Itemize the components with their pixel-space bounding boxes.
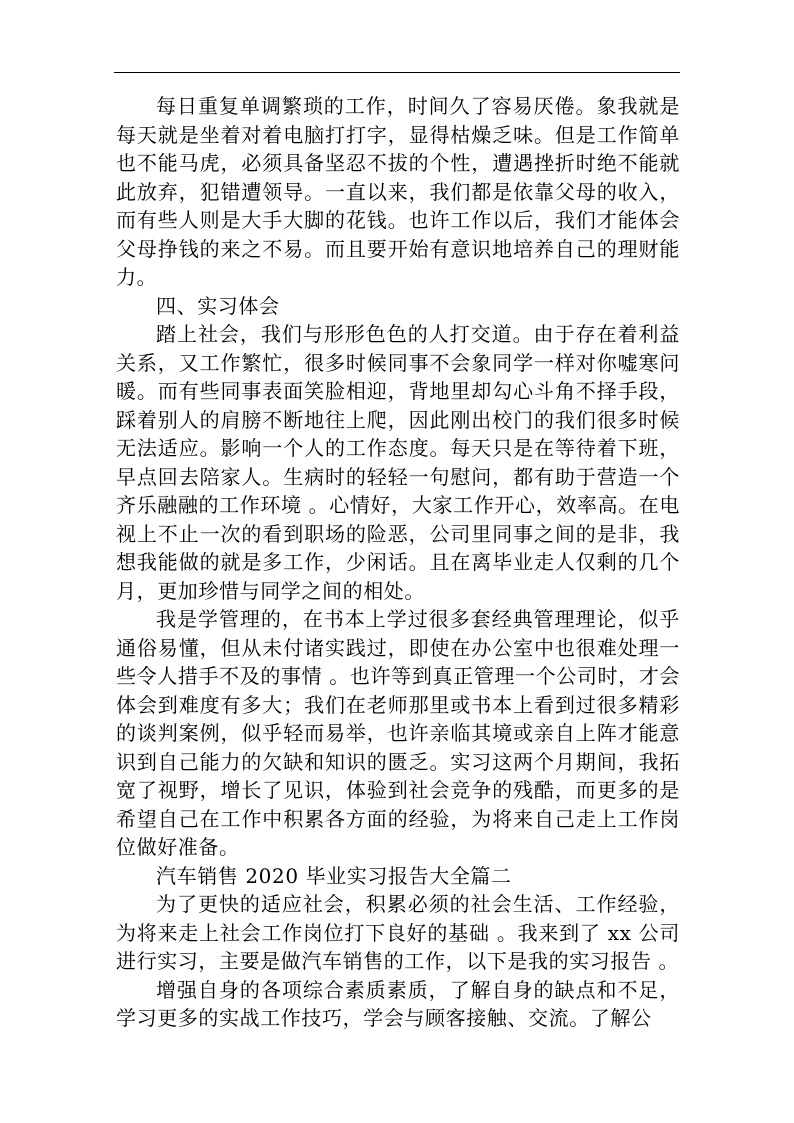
- paragraph-skills-improvement: 增强自身的各项综合素质素质，了解自身的缺点和不足，学习更多的实战工作技巧，学会与顾客接触、交流。了解公: [116, 977, 680, 1030]
- document-body: [116, 92, 680, 1033]
- paragraph-social-relations: 踏上社会，我们与形形色色的人打交道。由于存在着利益关系，又工作繁忙，很多时候同事不会象同学一样对你嘘寒问暖。而有些同事表面笑脸相迎，背地里却勾心斗角不择手段，踩着别人的肩膀不断地往上爬，因此刚出校门的我们很多时候无法适应。影响一个人的工作态度。每天只是在等待着下班，早点回去陪家人。生病时的轻轻一句慰问，都有助于营造一个齐乐融融的工作环境 。心情好，大家工作开心，效率高。在电视上不止一次的看到职场的险恶，公司里同事之间的是非，我想我能做的就是多工作，少闲话。且在离毕业走人仅剩的几个月，更加珍惜与同学之间的相处。: [116, 322, 680, 603]
- section-heading-internship-experience: 四、实习体会: [156, 293, 280, 318]
- header-rule: [114, 72, 680, 73]
- article-title-part-two: 汽车销售 2020 毕业实习报告大全篇二: [156, 863, 512, 888]
- paragraph-daily-work: 每日重复单调繁琐的工作，时间久了容易厌倦。象我就是每天就是坐着对着电脑打打字，显得枯燥乏味。但是工作简单也不能马虎，必须具备坚忍不拔的个性，遭遇挫折时绝不能就此放弃，犯错遭领导。一直以来，我们都是依靠父母的收入，而有些人则是大手大脚的花钱。也许工作以后，我们才能体会父母挣钱的来之不易。而且要开始有意识地培养自己的理财能力。: [116, 94, 680, 289]
- paragraph-management-study: 我是学管理的，在书本上学过很多套经典管理理论，似乎通俗易懂，但从未付诸实践过，即使在办公室中也很难处理一些令人措手不及的事情 。也许等到真正管理一个公司时，才会体会到难度有多大；我们在老师那里或书本上看到过很多精彩的谈判案例，似乎轻而易举，也许亲临其境或亲自上阵才能意识到自己能力的欠缺和知识的匮乏。实习这两个月期间，我拓宽了视野，增长了见识，体验到社会竞争的残酷，而更多的是希望自己在工作中积累各方面的经验，为将来自己走上工作岗位做好准备。: [116, 607, 680, 859]
- paragraph-internship-purpose: 为了更快的适应社会，积累必须的社会生活、工作经验，为将来走上社会工作岗位打下良好的基础 。我来到了 xx 公司进行实习，主要是做汽车销售的工作，以下是我的实习报告 。: [116, 892, 680, 973]
